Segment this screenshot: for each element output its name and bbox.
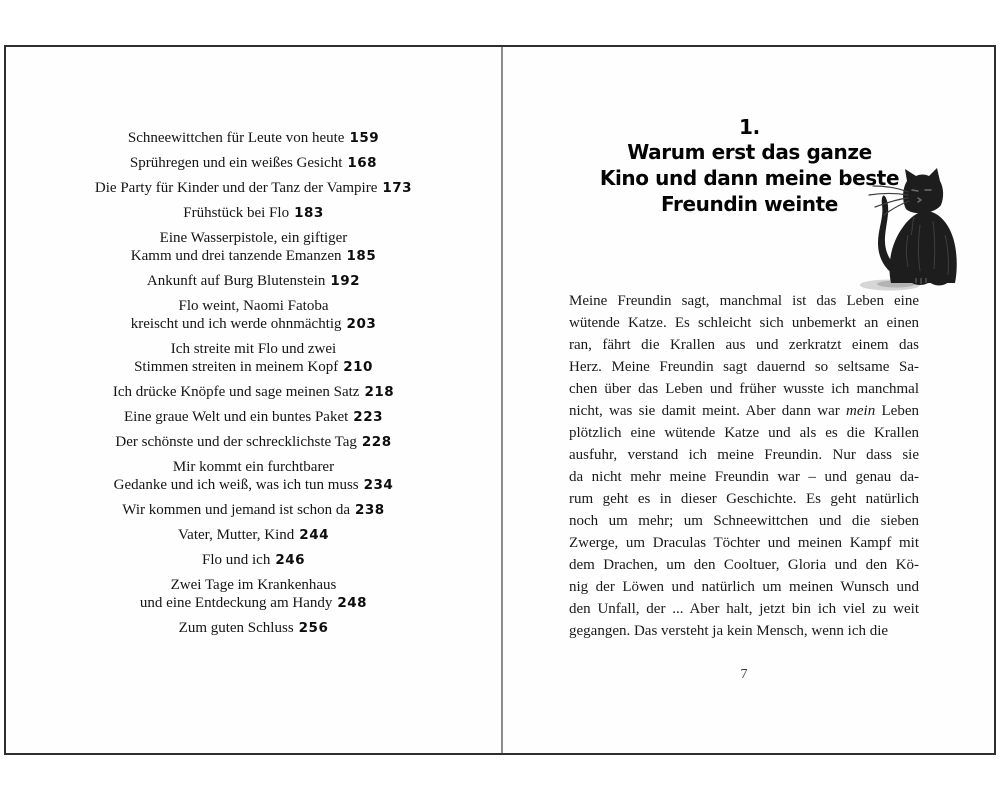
chapter-page (503, 47, 996, 753)
toc-entry (6, 383, 501, 401)
body-text-line: noch um mehr; um Schneewittchen und die sieben (569, 513, 919, 529)
toc-entry-title: Zwei Tage im Krankenhaus (170, 577, 337, 593)
cat-paw (930, 277, 948, 286)
toc-entry (6, 458, 501, 494)
body-text-line: ran, fährt die Krallen aus und zerkratzt einem das (569, 337, 919, 353)
chapter-title-line: Warum erst das ganze (627, 140, 872, 164)
table-of-contents (6, 129, 501, 637)
toc-entry-title: Ich streite mit Flo und zwei (170, 341, 337, 357)
toc-entry (6, 576, 501, 612)
toc-page (6, 47, 501, 753)
body-text-line: chen über das Leben und früher wusste ich manchmal (569, 381, 919, 397)
toc-entry-title: Wir kommen und jemand ist schon da (122, 502, 350, 518)
toc-entry-title: Sprühregen und ein weißes Gesicht (129, 155, 343, 171)
chapter-body (569, 290, 919, 642)
toc-entry-title: und eine Entdeckung am Handy (139, 595, 333, 611)
toc-entry-title: Mir kommt ein furchtbarer (172, 459, 335, 475)
body-text-line: nicht, was sie damit meint. Aber dann war mein Leben (569, 403, 920, 419)
toc-entry-title: Flo weint, Naomi Fatoba (178, 298, 329, 314)
toc-entry (6, 408, 501, 426)
body-text-line: den Unfall, der ... Aber halt, jetzt bin ich viel zu weit (569, 601, 919, 617)
toc-entry-page-number: 183 (294, 205, 324, 221)
body-text-line: wütende Katze. Es schleicht sich unbemerkt an einen (569, 315, 919, 331)
body-text-line: Herz. Meine Freundin sagt dauernd so seltsame Sa- (569, 359, 919, 375)
toc-entry-page-number: 203 (346, 316, 377, 332)
toc-entry-page-number: 246 (275, 552, 306, 568)
toc-entry-page-number: 192 (330, 273, 361, 289)
body-text-line: ausfuhr, verstand ich meine Freundin. Nur dass sie (569, 447, 919, 463)
toc-entry-title: Vater, Mutter, Kind (178, 527, 295, 543)
toc-entry-page-number: 218 (364, 384, 395, 400)
toc-entry-page-number: 185 (346, 248, 377, 264)
body-text-line: nig der Löwen und natürlich um meinen Wunsch und (569, 579, 919, 595)
toc-entry (6, 179, 501, 197)
toc-entry (6, 340, 501, 376)
body-text-line: Meine Freundin sagt, manchmal ist das Leben eine (569, 293, 919, 309)
toc-entry (6, 551, 501, 569)
toc-entry-page-number: 244 (299, 527, 329, 543)
toc-entry (6, 297, 501, 333)
black-cat-illustration (858, 165, 970, 293)
toc-entry-title: Die Party für Kinder und der Tanz der Vampire (94, 180, 378, 196)
book-spread (4, 45, 996, 755)
toc-entry (6, 501, 501, 519)
toc-entry-page-number: 228 (361, 434, 392, 450)
toc-entry (6, 129, 501, 147)
italic-word: mein (846, 403, 876, 419)
cat-head (903, 168, 943, 213)
toc-entry-title: Eine Wasserpistole, ein giftiger (159, 230, 348, 246)
toc-entry-title: Ich drücke Knöpfe und sage meinen Satz (112, 384, 360, 400)
body-text-line: dem Drachen, um den Cooltuer, Gloria und den Kö- (569, 557, 919, 573)
body-text-line: da nicht mehr meine Freundin war – und genau da- (569, 469, 919, 485)
toc-entry-page-number: 168 (347, 155, 378, 171)
toc-entry (6, 204, 501, 222)
toc-entry (6, 154, 501, 172)
toc-entry-title: Gedanke und ich weiß, was ich tun muss (113, 477, 359, 493)
cat-paw (910, 275, 930, 285)
chapter-title-line: Kino und dann meine beste (599, 166, 900, 190)
toc-entry-title: Frühstück bei Flo (183, 205, 290, 221)
chapter-title-line: Freundin weinte (661, 192, 838, 216)
body-text-line: gegangen. Das versteht ja kein Mensch, wenn ich die (569, 623, 889, 639)
cat-whiskers (869, 186, 909, 215)
toc-entry-title: Flo und ich (201, 552, 271, 568)
chapter-number: 1. (739, 115, 760, 139)
toc-entry-page-number: 248 (337, 595, 368, 611)
toc-entry-title: Schneewittchen für Leute von heute (127, 130, 345, 146)
page-number: 7 (740, 667, 748, 682)
toc-entry (6, 619, 501, 637)
toc-entry-title: Stimmen streiten in meinem Kopf (134, 359, 339, 375)
toc-entry-page-number: 173 (382, 180, 413, 196)
toc-entry-page-number: 210 (343, 359, 373, 375)
toc-entry-title: Der schönste und der schrecklichste Tag (115, 434, 357, 450)
body-text-line: plötzlich eine wütende Katze und als es die Krallen (569, 425, 919, 441)
toc-entry-page-number: 256 (298, 620, 329, 636)
toc-entry (6, 272, 501, 290)
toc-entry-title: Zum guten Schluss (178, 620, 294, 636)
toc-entry-title: Eine graue Welt und ein buntes Paket (124, 409, 349, 425)
toc-entry-title: Ankunft auf Burg Blutenstein (146, 273, 326, 289)
toc-entry (6, 526, 501, 544)
toc-entry (6, 229, 501, 265)
toc-entry-page-number: 234 (363, 477, 394, 493)
body-text-line: rum geht es in dieser Geschichte. Es geht natürlich (569, 491, 919, 507)
toc-entry-page-number: 159 (349, 130, 380, 146)
toc-entry-page-number: 238 (355, 502, 385, 518)
toc-entry-title: kreischt und ich werde ohnmächtig (130, 316, 342, 332)
toc-entry (6, 433, 501, 451)
cat-body (890, 211, 957, 283)
toc-entry-title: Kamm und drei tanzende Emanzen (130, 248, 342, 264)
toc-entry-page-number: 223 (353, 409, 383, 425)
body-text-line: Zwerge, um Draculas Töchter und meinen Kampf mit (569, 535, 919, 551)
